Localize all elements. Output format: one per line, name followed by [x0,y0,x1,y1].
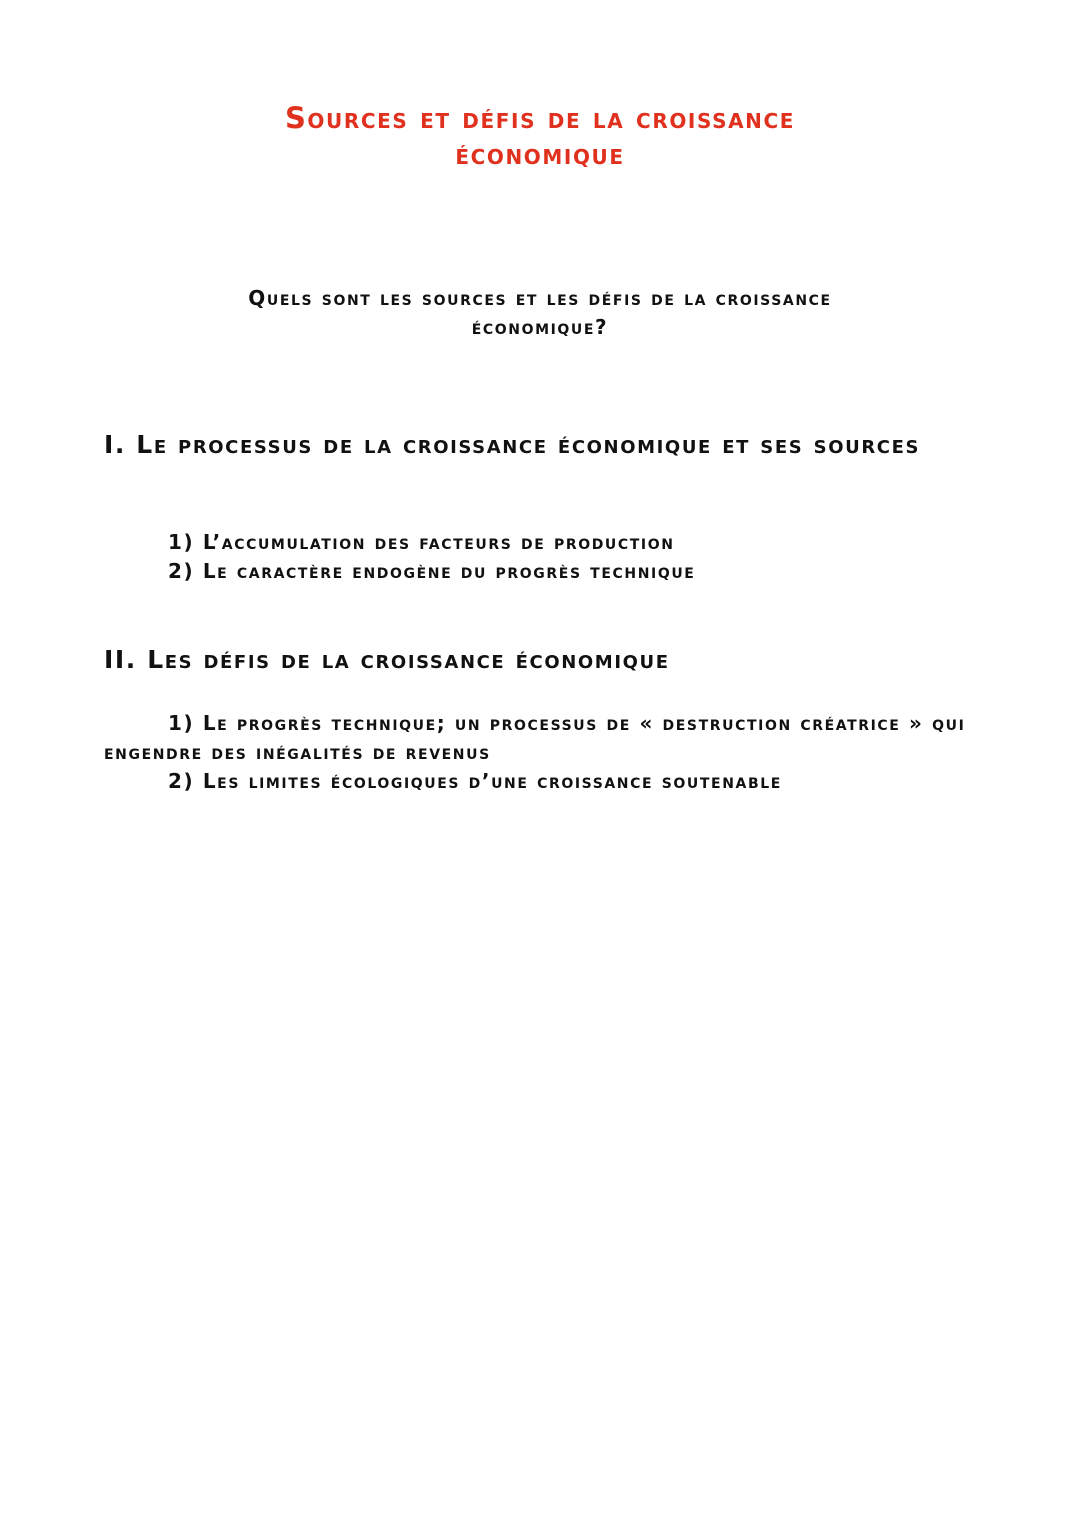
central-question [120,284,960,342]
section-1-item-1: 1) L’accumulation des facteurs de production [168,530,675,554]
section-1-item-2: 2) Le caractère endogène du progrès technique [168,559,696,583]
section-1-items [104,528,994,586]
title-line-2: économique [455,137,625,171]
question-line-2: économique? [471,315,609,339]
question-line-1: Quels sont les sources et les défis de la croissance [248,286,832,310]
section-heading-1: I. Le processus de la croissance économique et ses sources [104,430,921,459]
section-2-item-2: 2) Les limites écologiques d’une croissance soutenable [168,769,782,793]
document-title [150,100,930,172]
section-heading-2: II. Les défis de la croissance économique [104,645,670,674]
section-2-items [104,709,994,796]
title-line-1: Sources et défis de la croissance [284,101,796,135]
section-2-item-1: 1) Le progrès technique; un processus de « destruction créatrice » qui engendre des inégalités de revenus [104,711,966,764]
